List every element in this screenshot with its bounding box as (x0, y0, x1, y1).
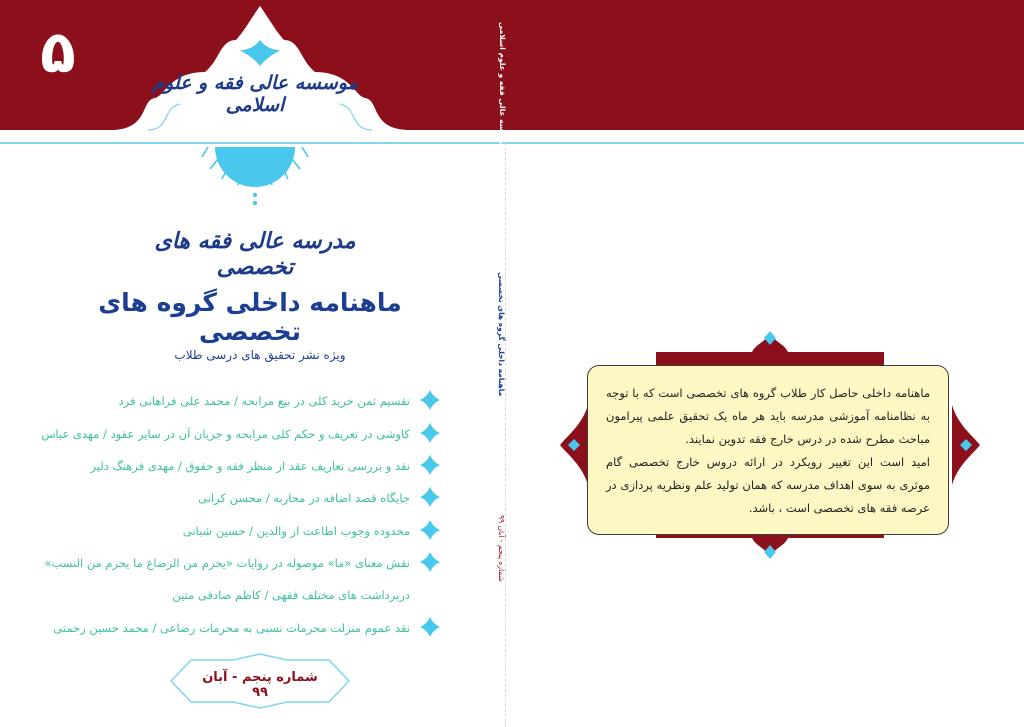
cyan-diamond-icon (420, 552, 440, 572)
spine-fold-line (505, 142, 506, 727)
toc-item: نقش معنای «ما» موصوله در روایات «یحرم من الرضاع ما یحرم من النسب» (44, 556, 410, 570)
description-paragraph: ماهنامه داخلی حاصل کار طلاب گروه های تخصصی است که با توجه به نظامنامه آموزشی مدرسه باید هر ماه یک تحقیق علمی پیرامون مباحث مطرح شده در درس خارج فقه تدوین نمایند. (606, 386, 930, 446)
toc-item: نقد عموم منزلت محرمات نسبی به محرمات رضاعی / محمد حسین رحمتی (53, 621, 410, 635)
toc-item: دربرداشت های مختلف فقهی / کاظم صادقی متین (172, 588, 410, 602)
issue-number: ۵ (40, 18, 76, 86)
institute-name: موسسه عالی فقه و علوم اسلامی (152, 72, 358, 116)
cyan-diamond-icon (420, 617, 440, 637)
toc-item: محدوده وجوب اطاعت از والدین / حسین شبانی (182, 524, 410, 538)
school-name: مدرسه عالی فقه های تخصصی (154, 228, 356, 280)
magazine-title: ماهنامه داخلی گروه های تخصصی (98, 288, 402, 346)
toc-item: جایگاه قصد اضافه در محاربه / محسن کرانی (198, 491, 410, 505)
spine-institute-text: موسسه عالی فقه و علوم اسلامی (498, 22, 507, 149)
cyan-diamond-icon (420, 487, 440, 507)
sun-ornament-icon (200, 143, 310, 211)
magazine-subtitle: ویژه نشر تحقیق های درسی طلاب (174, 348, 346, 362)
spine-title-text: ماهنامه داخلی گروه های تخصصی (497, 272, 506, 397)
toc-item: نقد و بررسی تعاریف عقد از منظر فقه و حقوق / مهدی فرهنگ دلیر (90, 459, 410, 473)
toc-item: تقسیم ثمن خرید کلی در بیع مرابحه / محمد علی فراهانی فرد (118, 394, 410, 408)
issue-label: شماره پنجم - آبان ۹۹ (202, 670, 318, 700)
cyan-diamond-icon (420, 390, 440, 410)
spine-issue-text: شماره پنجم - آبان ۹۹ (497, 515, 506, 582)
toc-item: کاوشی در تعریف و حکم کلی مرابحه و جریان آن در سایر عقود / مهدی عباس (41, 427, 410, 441)
description-paragraph: امید است این تغییر رویکرد در ارائه دروس خارج تخصصی گام موثری به سوی اهداف مدرسه که همان تولید علم ونظریه پردازی در عرصه فقه های تخصصی است ، باشد. (606, 455, 930, 515)
description-box (587, 365, 949, 535)
cyan-diamond-icon (420, 520, 440, 540)
cyan-diamond-icon (420, 423, 440, 443)
cyan-diamond-icon (420, 455, 440, 475)
